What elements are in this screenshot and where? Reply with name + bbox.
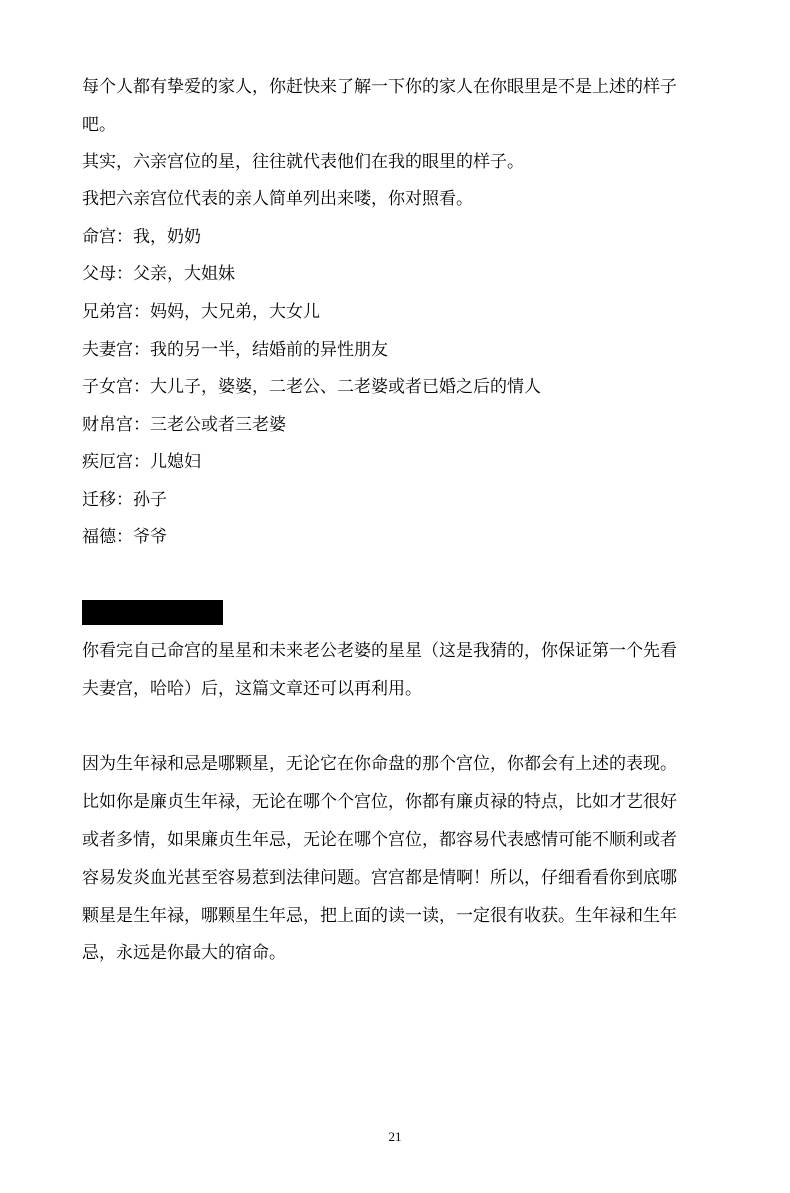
- palace-item-qianyi: 迁移：孙子: [82, 490, 167, 510]
- palace-item-fumu: 父母：父亲，大姐妹: [82, 264, 235, 284]
- intro-line: 我把六亲宫位代表的亲人简单列出来喽，你对照看。: [82, 189, 473, 209]
- intro-line: 吧。: [82, 115, 116, 135]
- palace-item-jie: 疾厄宫：儿媳妇: [82, 452, 201, 472]
- paragraph-line: 因为生年禄和忌是哪颗星，无论它在你命盘的那个宫位，你都会有上述的表现。: [82, 754, 677, 774]
- paragraph-line: 你看完自己命宫的星星和未来老公老婆的星星（这是我猜的，你保证第一个先看: [82, 641, 677, 661]
- redacted-heading: [82, 600, 223, 625]
- paragraph-line: 或者多情，如果廉贞生年忌，无论在哪个宫位，都容易代表感情可能不顺利或者: [82, 830, 677, 850]
- palace-item-xiongdi: 兄弟宫：妈妈，大兄弟，大女儿: [82, 302, 320, 322]
- intro-line: 每个人都有挚爱的家人，你赶快来了解一下你的家人在你眼里是不是上述的样子: [82, 77, 677, 97]
- paragraph-line: 忌，永远是你最大的宿命。: [82, 943, 286, 963]
- paragraph-line: 比如你是廉贞生年禄，无论在哪个个宫位，你都有廉贞禄的特点，比如才艺很好: [82, 792, 677, 812]
- palace-item-ming: 命宫：我，奶奶: [82, 227, 201, 247]
- page-number: 21: [388, 1129, 402, 1144]
- paragraph-line: 夫妻宫，哈哈）后，这篇文章还可以再利用。: [82, 679, 422, 699]
- paragraph-line: 容易发炎血光甚至容易惹到法律问题。宫宫都是情啊！所以，仔细看看你到底哪: [82, 868, 677, 888]
- paragraph-line: 颗星是生年禄，哪颗星生年忌，把上面的读一读，一定很有收获。生年禄和生年: [82, 906, 677, 926]
- intro-line: 其实，六亲宫位的星，往往就代表他们在我的眼里的样子。: [82, 152, 524, 172]
- palace-item-zinv: 子女宫：大儿子，婆婆，二老公、二老婆或者已婚之后的情人: [82, 377, 541, 397]
- palace-item-caibo: 财帛宫：三老公或者三老婆: [82, 415, 286, 435]
- palace-item-fude: 福德：爷爷: [82, 527, 167, 547]
- palace-item-fuqi: 夫妻宫：我的另一半，结婚前的异性朋友: [82, 340, 388, 360]
